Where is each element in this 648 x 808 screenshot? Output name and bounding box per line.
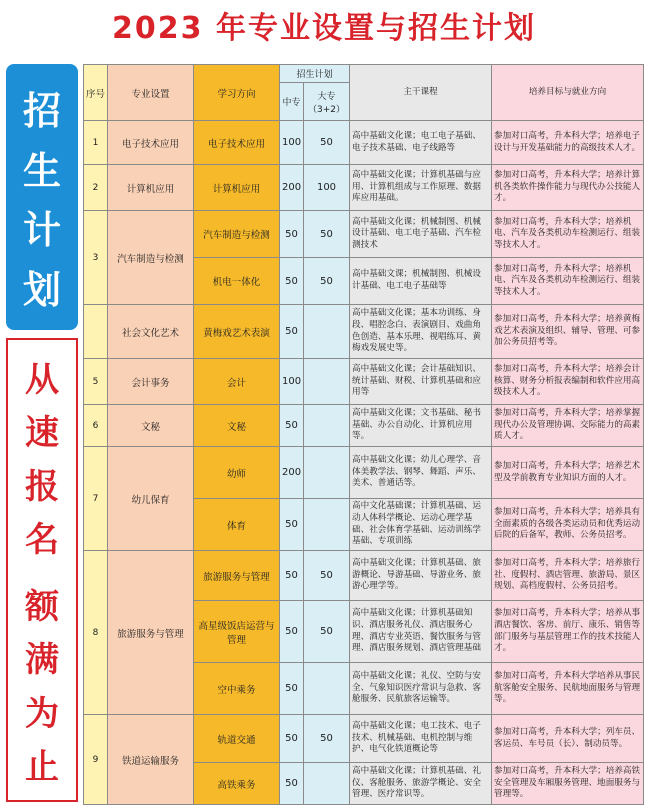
major-cell: 会计事务 — [108, 359, 194, 405]
dazhuan-cell — [304, 359, 350, 405]
table-row — [84, 359, 644, 405]
table-row — [84, 305, 644, 359]
recruit-plan-banner — [6, 64, 78, 330]
seq-cell: 9 — [84, 715, 108, 805]
dazhuan-cell — [304, 499, 350, 551]
major-cell: 计算机应用 — [108, 165, 194, 211]
major-plan-table — [83, 64, 644, 805]
banner-char: 止 — [25, 746, 59, 787]
goal-cell: 参加对口高考，升本科大学；培养艺术型及学前教育专业知识方面的人才。 — [492, 447, 644, 499]
major-cell: 社会文化艺术 — [108, 305, 194, 359]
seq-cell: 3 — [84, 211, 108, 305]
banner-char: 从 — [25, 360, 59, 401]
enroll-now-banner — [6, 338, 78, 802]
banner-char: 生 — [22, 148, 61, 193]
direction-cell: 旅游服务与管理 — [194, 551, 280, 601]
zhongzhuan-cell: 50 — [280, 715, 304, 763]
dazhuan-cell: 50 — [304, 715, 350, 763]
zhongzhuan-cell: 100 — [280, 121, 304, 165]
direction-cell: 体育 — [194, 499, 280, 551]
table-row — [84, 165, 644, 211]
banner-char: 速 — [25, 413, 59, 454]
course-cell: 高中基础文化课；文书基础、秘书基础、办公自动化、计算机应用等。 — [350, 405, 492, 447]
header-plan: 招生计划 — [280, 65, 350, 83]
banner-char: 划 — [22, 267, 61, 312]
goal-cell: 参加对口高考，升本科大学；培养从事酒店餐饮、客房、前厅、康乐、销售等部门服务与基层管理工作的技术技能人才。 — [492, 601, 644, 663]
zhongzhuan-cell: 50 — [280, 601, 304, 663]
goal-cell: 参加对口高考，升本科大学；培养会计核算、财务分析报表编制和软件应用高级技术人才。 — [492, 359, 644, 405]
dazhuan-cell: 100 — [304, 165, 350, 211]
banner-char: 为 — [25, 693, 59, 734]
header-seq: 序号 — [84, 65, 108, 121]
zhongzhuan-cell: 50 — [280, 305, 304, 359]
zhongzhuan-cell: 50 — [280, 499, 304, 551]
banner-char: 名 — [25, 519, 59, 560]
zhongzhuan-cell: 200 — [280, 165, 304, 211]
seq-cell: 7 — [84, 447, 108, 551]
header-major: 专业设置 — [108, 65, 194, 121]
header-direction: 学习方向 — [194, 65, 280, 121]
goal-cell: 参加对口高考，升本科大学；培养具有全面素质的各级各类运动员和优秀运动后院的后备军，教师、公务员招考。 — [492, 499, 644, 551]
direction-cell: 机电一体化 — [194, 258, 280, 305]
direction-cell: 幼师 — [194, 447, 280, 499]
major-cell: 电子技术应用 — [108, 121, 194, 165]
dazhuan-cell — [304, 763, 350, 805]
course-cell: 高中基础文化课；机械制图、机械设计基础、电工电子基础、汽车检测技术 — [350, 211, 492, 258]
course-cell: 高中基础文课；机械制图、机械设计基础、电工电子基础等 — [350, 258, 492, 305]
goal-cell: 参加对口高考，升本科大学；培养高铁安全管理及车厢服务管理、地面服务与管理等。 — [492, 763, 644, 805]
zhongzhuan-cell: 50 — [280, 663, 304, 715]
dazhuan-cell — [304, 663, 350, 715]
goal-cell: 参加对口高考，升本科大学；培养掌握现代办公及管理协调、交际能力的高素质人才。 — [492, 405, 644, 447]
zhongzhuan-cell: 100 — [280, 359, 304, 405]
course-cell: 高中基础文化课；礼仪、空防与安全、气象知识医疗常识与急救、客舱服务、民航旅客运输等。 — [350, 663, 492, 715]
table-row — [84, 211, 644, 258]
dazhuan-cell — [304, 405, 350, 447]
course-cell: 高中基础文化课；电工电子基础、电子技术基础、电子线路等 — [350, 121, 492, 165]
goal-cell: 参加对口高考，升本科大学；培养机电、汽车及各类机动车检测运行、组装等技术人才。 — [492, 211, 644, 258]
dazhuan-cell: 50 — [304, 551, 350, 601]
header-goals: 培养目标与就业方向 — [492, 65, 644, 121]
direction-cell: 空中乘务 — [194, 663, 280, 715]
header-dazhuan: 大专（3+2） — [304, 83, 350, 121]
banner-char: 计 — [22, 208, 61, 253]
major-cell: 汽车制造与检测 — [108, 211, 194, 305]
page-title: 2023 年专业设置与招生计划 — [112, 11, 536, 46]
course-cell: 高中基础文化课；计算机基础、旅游概论、导游基础、导游业务、旅游心理学等。 — [350, 551, 492, 601]
course-cell: 高中基础文化课；会计基础知识、统计基础、财税、计算机基础和应用等 — [350, 359, 492, 405]
direction-cell: 电子技术应用 — [194, 121, 280, 165]
dazhuan-cell: 50 — [304, 258, 350, 305]
major-cell: 幼儿保育 — [108, 447, 194, 551]
banner-char: 招 — [22, 89, 61, 134]
course-cell: 高中基础文化课；计算机基础、礼仪、客舱服务、旅游学概论、安全管理、医疗常识等。 — [350, 763, 492, 805]
zhongzhuan-cell: 200 — [280, 447, 304, 499]
course-cell: 高中基础文化课；计算机基础与应用、计算机组成与工作原理、数据库应用基础。 — [350, 165, 492, 211]
zhongzhuan-cell: 50 — [280, 763, 304, 805]
seq-cell: 1 — [84, 121, 108, 165]
dazhuan-cell: 50 — [304, 121, 350, 165]
direction-cell: 会计 — [194, 359, 280, 405]
major-cell: 文秘 — [108, 405, 194, 447]
seq-cell: 2 — [84, 165, 108, 211]
seq-cell: 8 — [84, 551, 108, 715]
direction-cell: 轨道交通 — [194, 715, 280, 763]
table-row — [84, 447, 644, 499]
goal-cell: 参加对口高考，升本科大学培养从事民航客舱安全服务、民航地面服务与管理等。 — [492, 663, 644, 715]
banner-char: 额 — [25, 587, 59, 628]
header-zhongzhuan: 中专 — [280, 83, 304, 121]
seq-cell: 6 — [84, 405, 108, 447]
seq-cell — [84, 305, 108, 359]
dazhuan-cell: 50 — [304, 601, 350, 663]
goal-cell: 参加对口高考，升本科大学；培养计算机各类软件操作能力与现代办公技能人才。 — [492, 165, 644, 211]
course-cell: 高中基础文化课；幼儿心理学、音体美教学法、钢琴、舞蹈、声乐、美术、普通话等。 — [350, 447, 492, 499]
direction-cell: 高星级饭店运营与管理 — [194, 601, 280, 663]
zhongzhuan-cell: 50 — [280, 258, 304, 305]
course-cell: 高中基础文化课；基本功训练、身段、唱腔念白、表演剧目、戏曲角色创造、基本乐理、视唱练耳、黄梅戏发展史等。 — [350, 305, 492, 359]
zhongzhuan-cell: 50 — [280, 211, 304, 258]
direction-cell: 计算机应用 — [194, 165, 280, 211]
course-cell: 高中基础文化课；计算机基础知识、酒店服务礼仪、酒店服务心理、酒店专业英语、餐饮服务与管理、酒店服务规划、酒店管理基础 — [350, 601, 492, 663]
table-row — [84, 405, 644, 447]
dazhuan-cell — [304, 305, 350, 359]
major-cell: 铁道运输服务 — [108, 715, 194, 805]
course-cell: 高中基础文化课；电工技术、电子技术、机械基础、电机控制与维护、电气化铁道概论等 — [350, 715, 492, 763]
direction-cell: 文秘 — [194, 405, 280, 447]
dazhuan-cell — [304, 447, 350, 499]
goal-cell: 参加对口高考，升本科大学；培养电子设计与开发基础能力的高级技术人才。 — [492, 121, 644, 165]
goal-cell: 参加对口高考，升本科大学；培养黄梅戏艺术表演及组织、辅导、管理、可参加公务员招考等。 — [492, 305, 644, 359]
direction-cell: 黄梅戏艺术表演 — [194, 305, 280, 359]
goal-cell: 参加对口高考，升本科大学；培养旅行社、度假村、酒店管理、旅游局、景区规划、高档度假村、公务员招考。 — [492, 551, 644, 601]
major-cell: 旅游服务与管理 — [108, 551, 194, 715]
table-row — [84, 121, 644, 165]
zhongzhuan-cell: 50 — [280, 551, 304, 601]
table-row — [84, 715, 644, 763]
dazhuan-cell: 50 — [304, 211, 350, 258]
zhongzhuan-cell: 50 — [280, 405, 304, 447]
goal-cell: 参加对口高考，升本科大学；列车员、客运员、车号员（长）、制动员等。 — [492, 715, 644, 763]
course-cell: 高中文化基础课；计算机基础、运动人体科学概论、运动心理学基础、社会体育学基础、运动训练学基础、专项训练 — [350, 499, 492, 551]
direction-cell: 高铁乘务 — [194, 763, 280, 805]
direction-cell: 汽车制造与检测 — [194, 211, 280, 258]
banner-char: 报 — [25, 466, 59, 507]
seq-cell: 5 — [84, 359, 108, 405]
goal-cell: 参加对口高考，升本科大学；培养机电、汽车及各类机动车检测运行、组装等技术人才。 — [492, 258, 644, 305]
table-row — [84, 551, 644, 601]
header-courses: 主干课程 — [350, 65, 492, 121]
banner-char: 满 — [25, 640, 59, 681]
